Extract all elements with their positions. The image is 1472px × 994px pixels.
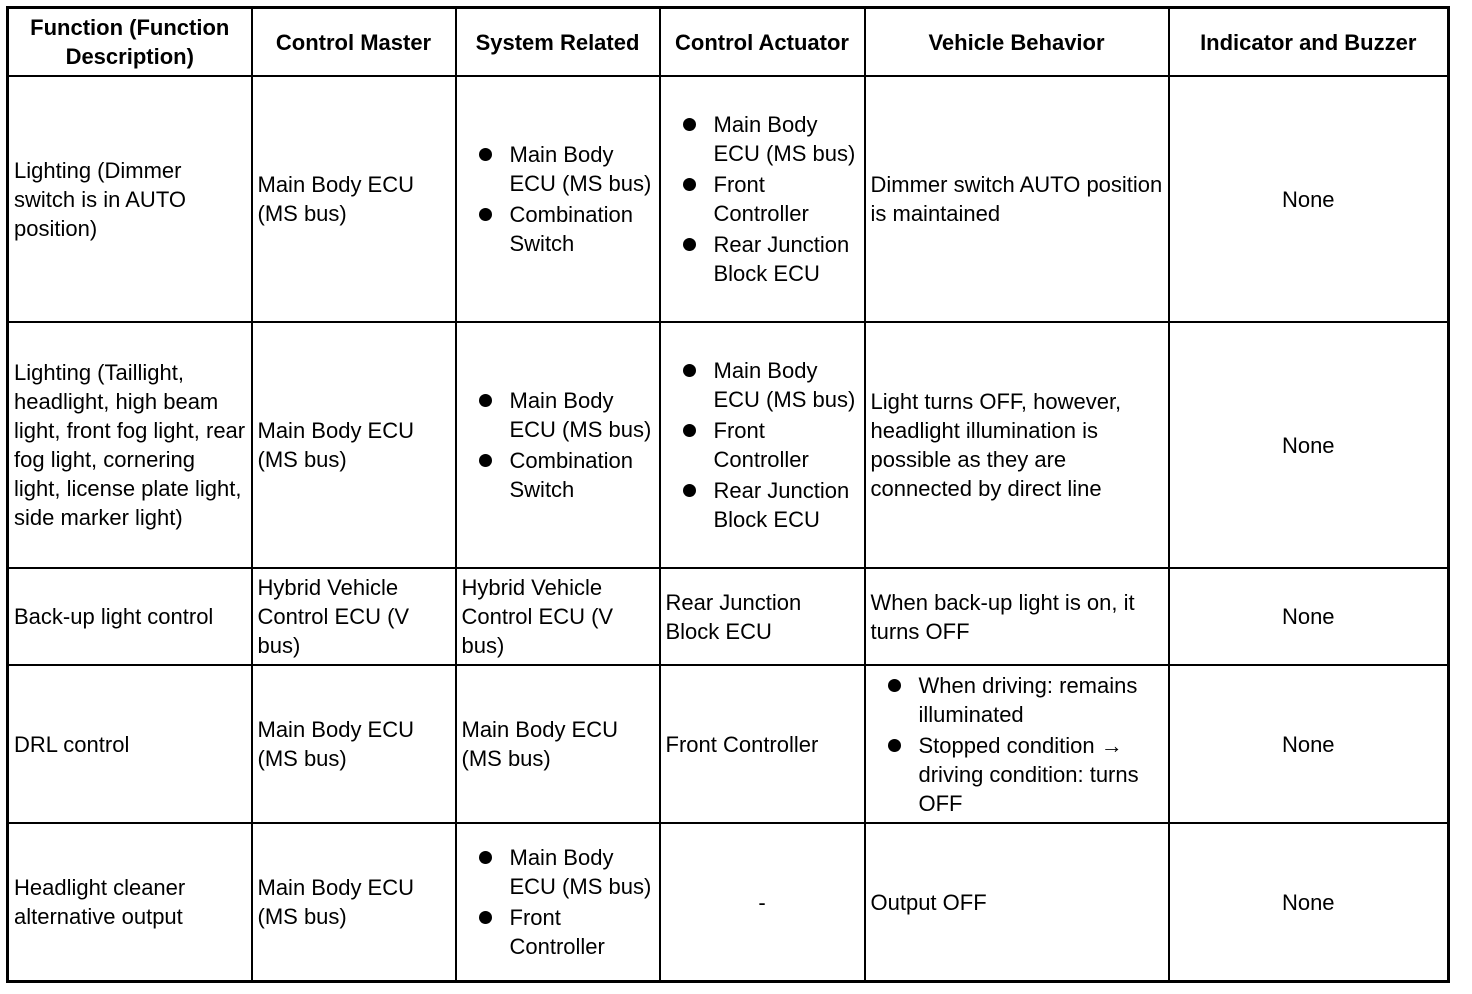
cell-control-master: Main Body ECU (MS bus)	[252, 76, 456, 322]
cell-vehicle-behavior: When back-up light is on, it turns OFF	[865, 568, 1169, 665]
cell-indicator-buzzer: None	[1169, 568, 1449, 665]
cell-system-related	[456, 322, 660, 568]
cell-vehicle-behavior	[865, 665, 1169, 823]
cell-system-related: Main Body ECU (MS bus)	[456, 665, 660, 823]
cell-indicator-buzzer: None	[1169, 322, 1449, 568]
cell-function: Headlight cleaner alternative output	[8, 823, 252, 982]
cell-function: DRL control	[8, 665, 252, 823]
header-control-master: Control Master	[252, 8, 456, 77]
cell-indicator-buzzer: None	[1169, 665, 1449, 823]
list-item: Main Body ECU (MS bus)	[666, 356, 859, 414]
list-item: When driving: remains illuminated	[871, 671, 1163, 729]
header-row	[8, 8, 1449, 77]
cell-control-master: Hybrid Vehicle Control ECU (V bus)	[252, 568, 456, 665]
table-row	[8, 665, 1449, 823]
list-item: Stopped condition → driving condition: turns OFF	[871, 731, 1163, 818]
cell-system-related	[456, 76, 660, 322]
cell-function: Back-up light control	[8, 568, 252, 665]
list-item: Combination Switch	[462, 446, 654, 504]
cell-vehicle-behavior: Light turns OFF, however, headlight illumination is possible as they are connected by direct line	[865, 322, 1169, 568]
cell-control-actuator	[660, 76, 865, 322]
cell-control-actuator	[660, 322, 865, 568]
header-vehicle-behavior: Vehicle Behavior	[865, 8, 1169, 77]
cell-control-master: Main Body ECU (MS bus)	[252, 665, 456, 823]
list-item: Main Body ECU (MS bus)	[462, 386, 654, 444]
header-indicator-buzzer: Indicator and Buzzer	[1169, 8, 1449, 77]
cell-system-related: Hybrid Vehicle Control ECU (V bus)	[456, 568, 660, 665]
table-row	[8, 322, 1449, 568]
table-row	[8, 823, 1449, 982]
cell-control-actuator: Front Controller	[660, 665, 865, 823]
header-function: Function (Function Description)	[8, 8, 252, 77]
cell-indicator-buzzer: None	[1169, 76, 1449, 322]
header-control-actuator: Control Actuator	[660, 8, 865, 77]
list-item: Front Controller	[666, 416, 859, 474]
list-item: Front Controller	[462, 903, 654, 961]
list-item: Rear Junction Block ECU	[666, 230, 859, 288]
cell-control-master: Main Body ECU (MS bus)	[252, 322, 456, 568]
cell-vehicle-behavior: Output OFF	[865, 823, 1169, 982]
list-item: Combination Switch	[462, 200, 654, 258]
header-system-related: System Related	[456, 8, 660, 77]
list-item: Main Body ECU (MS bus)	[462, 843, 654, 901]
cell-control-master: Main Body ECU (MS bus)	[252, 823, 456, 982]
list-item: Front Controller	[666, 170, 859, 228]
cell-control-actuator: Rear Junction Block ECU	[660, 568, 865, 665]
list-item: Main Body ECU (MS bus)	[462, 140, 654, 198]
function-table	[6, 6, 1450, 983]
cell-function: Lighting (Dimmer switch is in AUTO position)	[8, 76, 252, 322]
table-row	[8, 76, 1449, 322]
cell-control-actuator: -	[660, 823, 865, 982]
table-row	[8, 568, 1449, 665]
list-item: Main Body ECU (MS bus)	[666, 110, 859, 168]
cell-system-related	[456, 823, 660, 982]
list-item: Rear Junction Block ECU	[666, 476, 859, 534]
cell-vehicle-behavior: Dimmer switch AUTO position is maintained	[865, 76, 1169, 322]
cell-indicator-buzzer: None	[1169, 823, 1449, 982]
cell-function: Lighting (Taillight, headlight, high beam light, front fog light, rear fog light, cornering light, license plate light, side marker light)	[8, 322, 252, 568]
